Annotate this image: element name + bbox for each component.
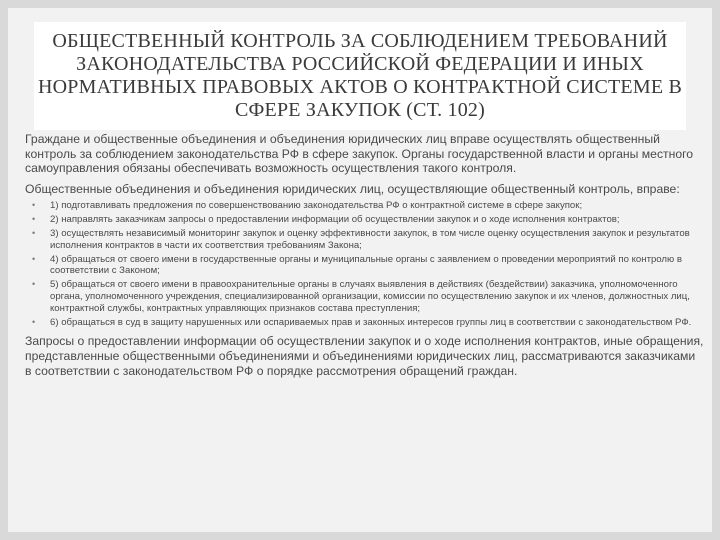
bullet-icon: • <box>32 279 36 290</box>
intro-paragraph: Граждане и общественные объединения и объединения юридических лиц вправе осуществлять общественный контроль за соблюдением законодательства РФ в сфере закупок. Органы государственной власти и органы местного самоуправления обязаны обеспечивать возможность осуществления такого контроля. <box>25 132 694 176</box>
rights-lead-paragraph: Общественные объединения и объединения юридических лиц, осуществляющие общественный контроль, вправе: <box>25 181 680 196</box>
list-item: • 4) обращаться от своего имени в государственные органы и муниципальные органы с заявлением о проведении мероприятий по контролю в соответствии с Законом; <box>32 253 682 277</box>
bullet-icon: • <box>32 227 36 238</box>
list-item: • 3) осуществлять независимый мониторинг закупок и оценку эффективности закупок, в том числе оценку осуществления закупок и результатов исполнения контрактов в части их соответствия требованиям Закона; <box>32 227 690 251</box>
bullet-icon: • <box>32 253 36 264</box>
bullet-icon: • <box>32 316 36 327</box>
list-item: • 5) обращаться от своего имени в правоохранительные органы в случаях выявления в действиях (бездействии) заказчика, уполномоченного органа, уполномоченного учреждения, специализированной организации, комиссии по осуществлению закупок и их членов, должностных лиц, контрактной службы, контрактных управляющих признаков состава преступления; <box>32 279 690 314</box>
slide-content <box>25 132 705 385</box>
list-item: • 2) направлять заказчикам запросы о предоставлении информации об осуществлении закупок и о ходе исполнения контрактов; <box>32 214 620 226</box>
slide-title: ОБЩЕСТВЕННЫЙ КОНТРОЛЬ ЗА СОБЛЮДЕНИЕМ ТРЕБОВАНИЙ ЗАКОНОДАТЕЛЬСТВА РОССИЙСКОЙ ФЕДЕРАЦИИ И ИНЫХ НОРМАТИВНЫХ ПРАВОВЫХ АКТОВ О КОНТРАКТНОЙ СИСТЕМЕ В СФЕРЕ ЗАКУПОК (СТ. 102) <box>38 30 682 121</box>
bullet-icon: • <box>32 214 36 225</box>
bullet-icon: • <box>32 200 36 211</box>
title-band <box>34 22 686 130</box>
rights-list <box>25 200 705 328</box>
list-item: • 6) обращаться в суд в защиту нарушенных или оспариваемых прав и законных интересов группы лиц в соответствии с законодательством РФ. <box>32 316 692 328</box>
list-item: • 1) подготавливать предложения по совершенствованию законодательства РФ о контрактной системе в сфере закупок; <box>32 200 583 212</box>
slide <box>8 8 712 532</box>
closing-paragraph: Запросы о предоставлении информации об осуществлении закупок и о ходе исполнения контрактов, иные обращения, представленные общественными объединениями и объединениями юридических лиц, рассматриваются заказчиками в соответствии с законодательством РФ о порядке рассмотрения обращений граждан. <box>25 334 704 379</box>
